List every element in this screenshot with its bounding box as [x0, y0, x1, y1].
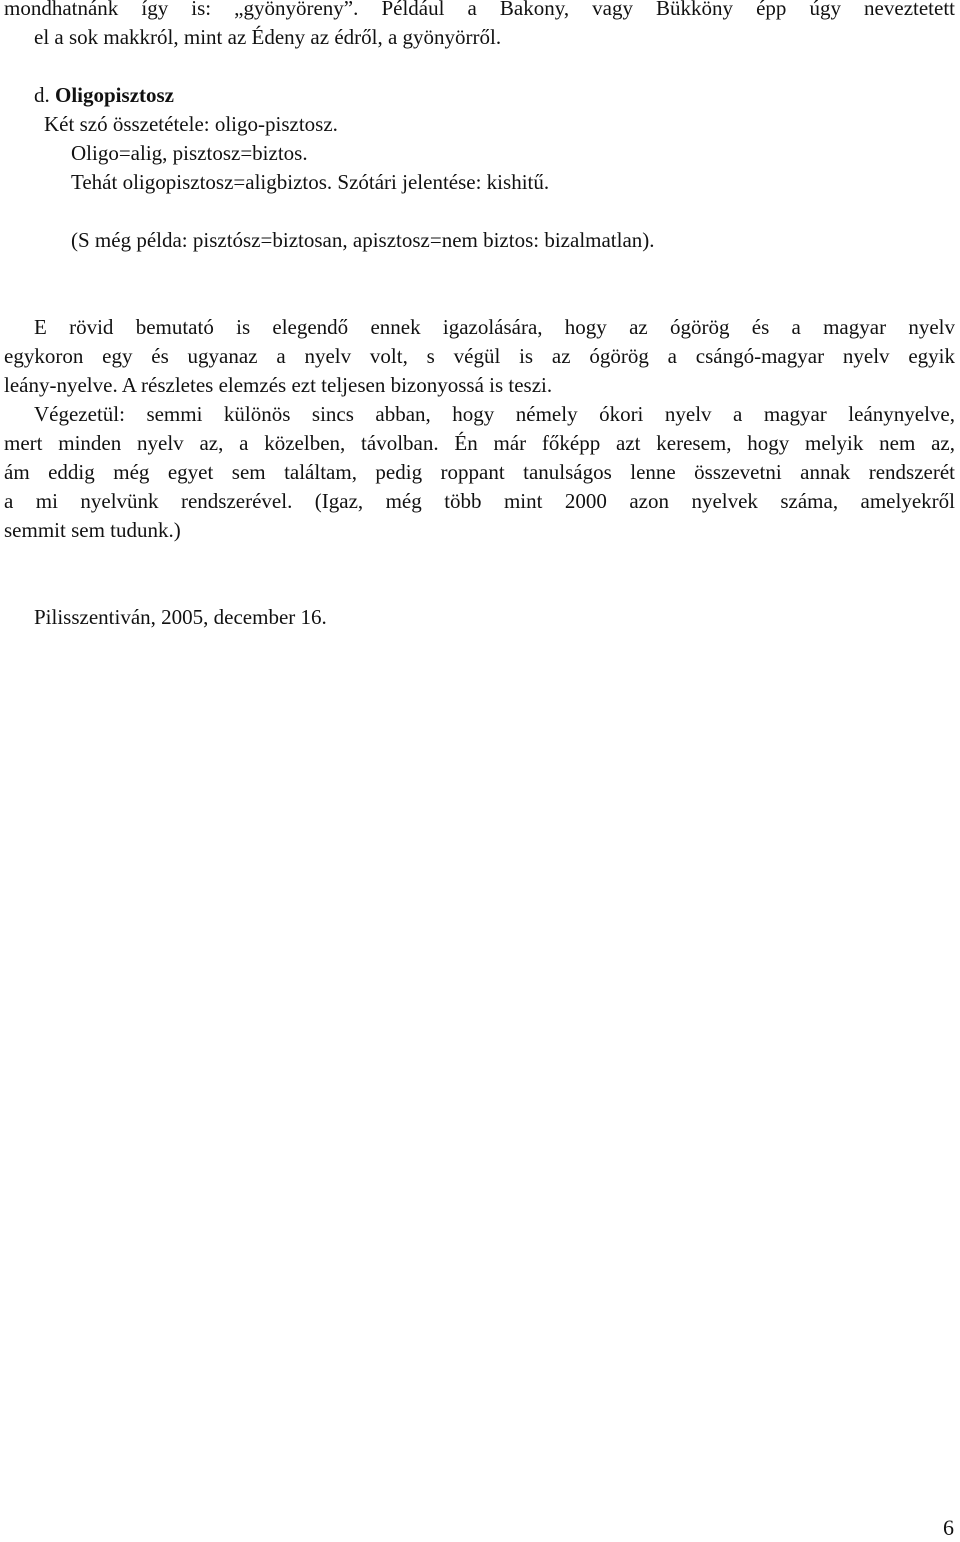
paragraph-line: leány-nyelve. A részletes elemzés ezt teljesen bizonyossá is teszi.: [4, 373, 553, 397]
signature-line: Pilisszentiván, 2005, december 16.: [34, 605, 327, 629]
paragraph-line: mert minden nyelv az, a közelben, távolban. Én már főképp azt keresem, hogy melyik nem az,: [4, 431, 955, 455]
section-marker: d.: [34, 83, 50, 107]
paragraph-line: egykoron egy és ugyanaz a nyelv volt, s végül is az ógörög a csángó-magyar nyelv egyik: [4, 344, 955, 368]
paragraph-line: ám eddig még egyet sem találtam, pedig roppant tanulságos lenne összevetni annak rendszerét: [4, 460, 955, 484]
section-heading: [34, 81, 174, 110]
text-line: mondhatnánk így is: „gyönyöreny”. Például a Bakony, vagy Bükköny épp úgy neveztetett: [4, 0, 955, 20]
text-line: Két szó összetétele: oligo-pisztosz.: [44, 112, 338, 136]
paragraph-line: semmit sem tudunk.): [4, 518, 181, 542]
text-line: Oligo=alig, pisztosz=biztos.: [71, 141, 308, 165]
page-number: 6: [943, 1515, 954, 1540]
text-line: (S még példa: pisztósz=biztosan, apisztosz=nem biztos: bizalmatlan).: [71, 228, 655, 252]
text-line: Tehát oligopisztosz=aligbiztos. Szótári jelentése: kishitű.: [71, 170, 550, 194]
text-line: el a sok makkról, mint az Édeny az édről, a gyönyörről.: [34, 25, 502, 49]
paragraph-line: Végezetül: semmi különös sincs abban, hogy némely ókori nyelv a magyar leánynyelve,: [34, 402, 955, 426]
section-title: Oligopisztosz: [55, 83, 174, 107]
paragraph-line: E rövid bemutató is elegendő ennek igazolására, hogy az ógörög és a magyar nyelv: [34, 315, 955, 339]
paragraph-line: a mi nyelvünk rendszerével. (Igaz, még több mint 2000 azon nyelvek száma, amelyekről: [4, 489, 955, 513]
